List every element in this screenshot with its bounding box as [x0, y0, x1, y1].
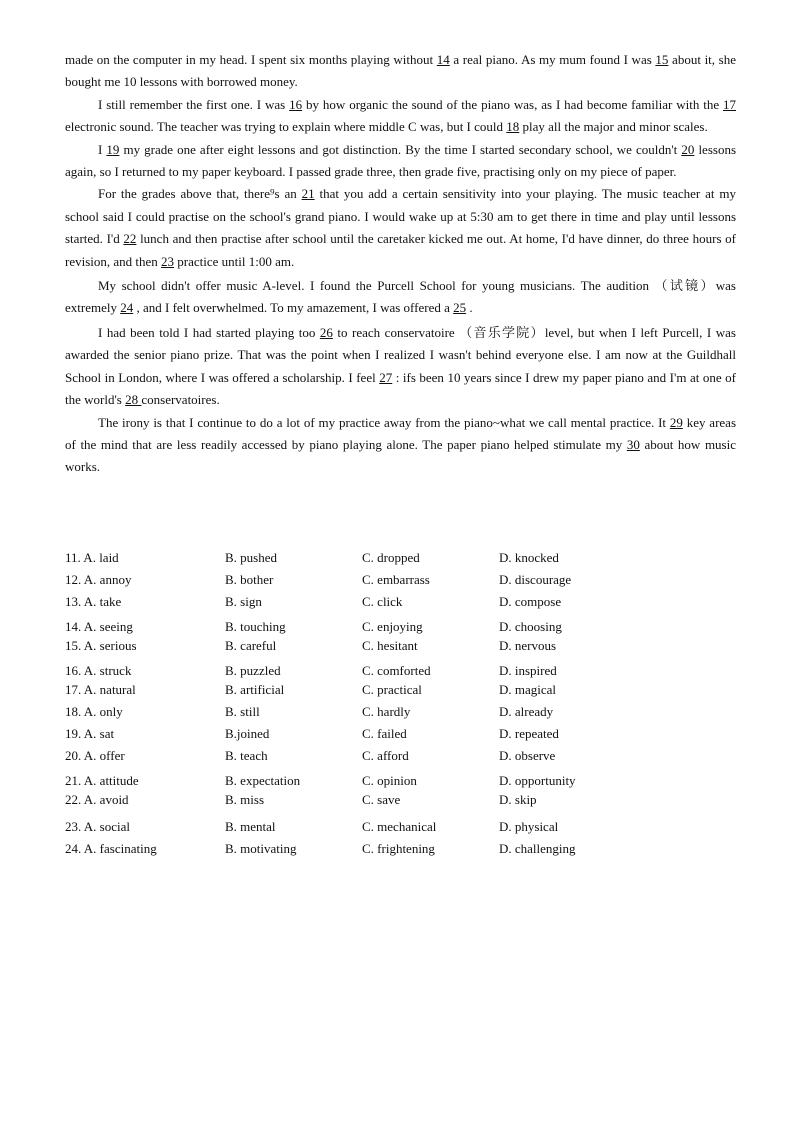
option-row	[65, 679, 736, 701]
option-d: D. knocked	[499, 550, 559, 565]
option-row	[65, 701, 736, 723]
option-b: B. miss	[225, 792, 265, 807]
option-b: B. teach	[225, 748, 268, 763]
option-row	[65, 591, 736, 613]
option-b: B. sign	[225, 594, 262, 609]
option-a: 23. A. social	[65, 819, 130, 834]
option-a: 19. A. sat	[65, 726, 115, 741]
paragraph-5: My school didn't offer music A-level. I found the Purcell School for young musicians. The audition （试镜）was extremely 24 , and I felt overwhelmed. To my amazement, I was offered a 25 .	[65, 278, 736, 316]
option-row	[65, 635, 736, 657]
blank-number: 14	[436, 52, 450, 67]
option-d: D. compose	[499, 594, 562, 609]
blank-number: 30	[626, 436, 640, 452]
option-d: D. challenging	[499, 841, 576, 856]
paragraph-4: For the grades above that, there⁹s an 21 that you add a certain sensitivity into your playing. The music teacher at my school said I could practise on the school's grand piano. I would wake up at 5:30 am to get there in time and play until lessons started. I'd 22 lunch and then practise after school until the caretaker kicked me out. At home, I'd have dinner, do three hours of revision, and then 23 practice until 1:00 am.	[65, 186, 737, 269]
blank-number: 21	[301, 186, 315, 202]
option-d: D. physical	[499, 819, 559, 834]
blank-number: 16	[289, 96, 303, 112]
option-b: B.joined	[225, 726, 270, 741]
option-d: D. already	[499, 704, 554, 719]
paragraph-3: I 19 my grade one after eight lessons and got distinction. By the time I started secondary school, we couldn't 20 lessons again, so I returned to my paper keyboard. I passed grade three, then grade five, practising only on my piece of paper.	[65, 141, 737, 180]
option-a: 21. A. attitude	[65, 773, 139, 788]
blank-number: 23	[161, 253, 175, 269]
blank-number: 17	[723, 96, 737, 112]
blank-number: 22	[123, 231, 137, 247]
option-b: B. motivating	[225, 841, 297, 856]
paragraph-6: I had been told I had started playing too 26 to reach conservatoire （音乐学院）level, but when I left Purcell, I was awarded the senior piano prize. That was the point when I realized I wasn't behind everyone else. I am now at the Guildhall School in London, where I was offered a scholarship. I feel 27 : ifs been 10 years since I drew my paper piano and I'm at one of the world's 28 conservatoires.	[65, 324, 736, 408]
option-c: C. afford	[362, 748, 409, 763]
option-a: 16. A. struck	[65, 663, 132, 678]
option-c: C. mechanical	[362, 819, 437, 834]
option-a: 24. A. fascinating	[65, 841, 157, 856]
option-a: 17. A. natural	[65, 682, 136, 697]
blank-number: 27	[379, 369, 393, 385]
answer-options	[65, 547, 736, 860]
option-a: 20. A. offer	[65, 748, 125, 763]
option-a: 13. A. take	[65, 594, 122, 609]
option-d: D. magical	[499, 682, 557, 697]
option-b: B. touching	[225, 619, 286, 634]
option-b: B. bother	[225, 572, 274, 587]
option-c: C. comforted	[362, 663, 431, 678]
option-a: 12. A. annoy	[65, 572, 132, 587]
option-row	[65, 569, 736, 591]
option-c: C. failed	[362, 726, 407, 741]
paragraph-2: I still remember the first one. I was 16 by how organic the sound of the piano was, as I had become familiar with the 17 electronic sound. The teacher was trying to explain where middle C was, but I could 18 play all the major and minor scales.	[65, 96, 737, 135]
blank-number: 24	[120, 300, 134, 316]
option-b: B. puzzled	[225, 663, 281, 678]
blank-number: 19	[106, 141, 120, 157]
option-row	[65, 772, 736, 789]
option-row	[65, 838, 736, 860]
option-row	[65, 547, 736, 569]
blank-number: 18	[506, 119, 520, 135]
option-c: C. practical	[362, 682, 422, 697]
option-row	[65, 723, 736, 745]
option-d: D. choosing	[499, 619, 562, 634]
option-row	[65, 745, 736, 767]
option-a: 22. A. avoid	[65, 792, 129, 807]
paragraph-7: The irony is that I continue to do a lot of my practice away from the piano~what we call mental practice. It 29 key areas of the mind that are less readily accessed by piano playing alone. The paper piano helped stimulate my 30 about how music works.	[65, 414, 736, 475]
option-d: D. observe	[499, 748, 556, 763]
option-d: D. repeated	[499, 726, 559, 741]
option-b: B. expectation	[225, 773, 301, 788]
option-c: C. opinion	[362, 773, 417, 788]
option-row	[65, 816, 736, 838]
blank-number: 29	[669, 414, 683, 430]
option-d: D. inspired	[499, 663, 557, 678]
blank-number: 20	[681, 141, 695, 157]
option-d: D. opportunity	[499, 773, 576, 788]
blank-number: 15	[655, 52, 669, 67]
option-c: C. enjoying	[362, 619, 423, 634]
option-b: B. careful	[225, 638, 277, 653]
option-c: C. embarrass	[362, 572, 430, 587]
blank-number: 25	[453, 300, 467, 316]
option-b: B. mental	[225, 819, 276, 834]
option-c: C. click	[362, 594, 403, 609]
option-c: C. frightening	[362, 841, 435, 856]
option-a: 11. A. laid	[65, 550, 119, 565]
blank-number: 28	[125, 392, 142, 408]
option-c: C. hesitant	[362, 638, 418, 653]
option-c: C. dropped	[362, 550, 420, 565]
passage	[65, 49, 736, 479]
option-a: 14. A. seeing	[65, 619, 133, 634]
option-d: D. discourage	[499, 572, 572, 587]
option-c: C. hardly	[362, 704, 411, 719]
option-a: 15. A. serious	[65, 638, 137, 653]
option-row	[65, 618, 736, 635]
option-b: B. still	[225, 704, 260, 719]
option-b: B. artificial	[225, 682, 285, 697]
option-c: C. save	[362, 792, 401, 807]
option-a: 18. A. only	[65, 704, 123, 719]
option-d: D. nervous	[499, 638, 557, 653]
option-row	[65, 662, 736, 679]
paragraph-1: made on the computer in my head. I spent six months playing without 14 a real piano. As my mum found I was 15 about it, she bought me 10 lessons with borrowed money.	[65, 52, 736, 90]
option-b: B. pushed	[225, 550, 277, 565]
option-d: D. skip	[499, 792, 537, 807]
option-row	[65, 789, 736, 811]
blank-number: 26	[319, 324, 333, 340]
